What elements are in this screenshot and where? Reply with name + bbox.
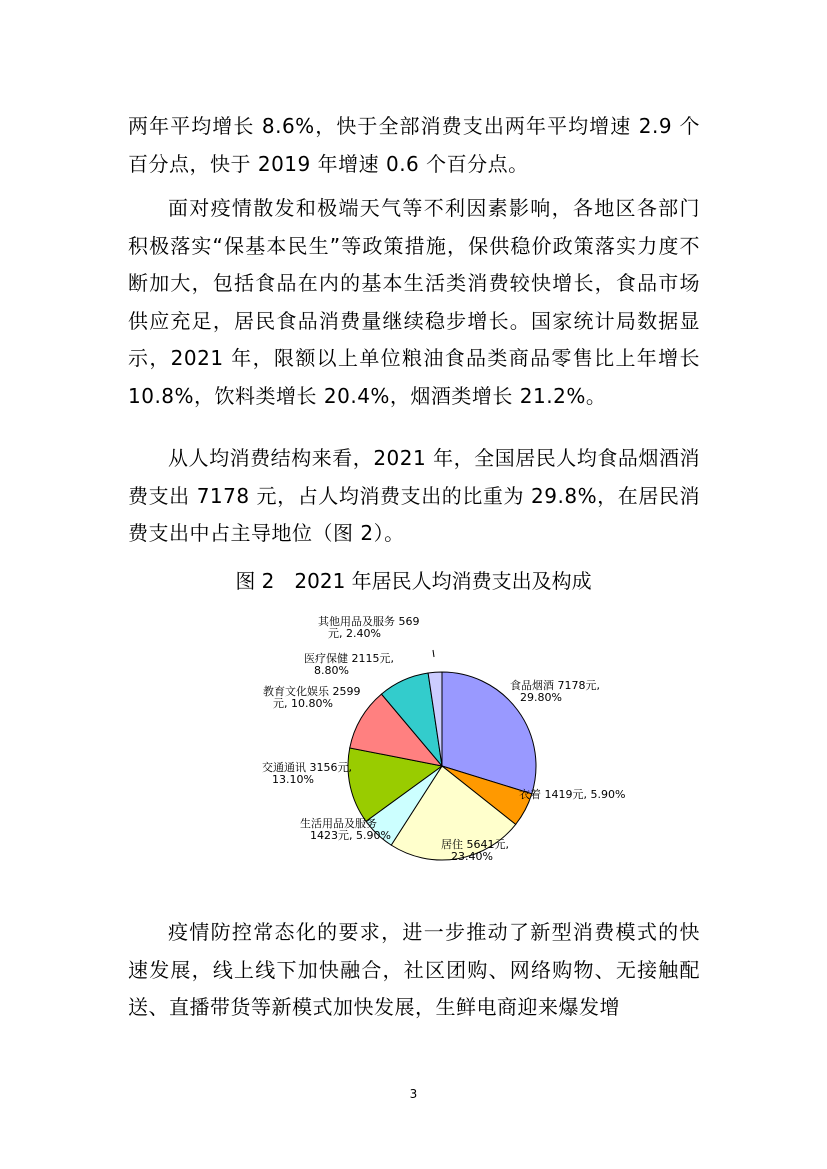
data-label-5: 交通通讯 3156元, 13.10%	[262, 761, 352, 786]
paragraph-2: 面对疫情散发和极端天气等不利因素影响，各地区各部门积极落实“保基本民生”等政策措施，保供稳价政策落实力度不断加大，包括食品在内的基本生活类消费较快增长，食品市场供应充足，居民食品消费量继续稳步增长。国家统计局数据显示，2021 年，限额以上单位粮油食品类商品零售比上年增长 10.8%，饮料类增长 20.4%，烟酒类增长 21.2%。	[128, 196, 700, 408]
data-label-7: 医疗保健 2115元, 8.80%	[304, 652, 394, 677]
paragraph-1: 两年平均增长 8.6%，快于全部消费支出两年平均增速 2.9 个百分点，快于 2019 年增速 0.6 个百分点。	[128, 114, 700, 176]
leader-line	[433, 650, 434, 657]
data-label-6: 教育文化娱乐 2599 元, 10.80%	[263, 685, 361, 710]
figure-title: 图 2 2021 年居民人均消费支出及构成	[235, 569, 592, 593]
data-label-3: 居住 5641元, 23.40%	[441, 838, 509, 863]
data-label-1: 食品烟酒 7178元, 29.80%	[510, 679, 600, 704]
page-number: 3	[409, 1087, 418, 1101]
data-label-4: 生活用品及服务 1423元, 5.90%	[300, 817, 391, 842]
paragraph-4: 疫情防控常态化的要求，进一步推动了新型消费模式的快速发展，线上线下加快融合，社区团购、网络购物、无接触配送、直播带货等新模式加快发展，生鲜电商迎来爆发增	[128, 920, 700, 1019]
data-label-2: 衣着 1419元, 5.90%	[519, 788, 626, 801]
paragraph-3: 从人均消费结构来看，2021 年，全国居民人均食品烟酒消费支出 7178 元，占人均消费支出的比重为 29.8%，在居民消费支出中占主导地位（图 2）。	[128, 446, 700, 545]
data-label-8: 其他用品及服务 569 元, 2.40%	[318, 615, 420, 640]
